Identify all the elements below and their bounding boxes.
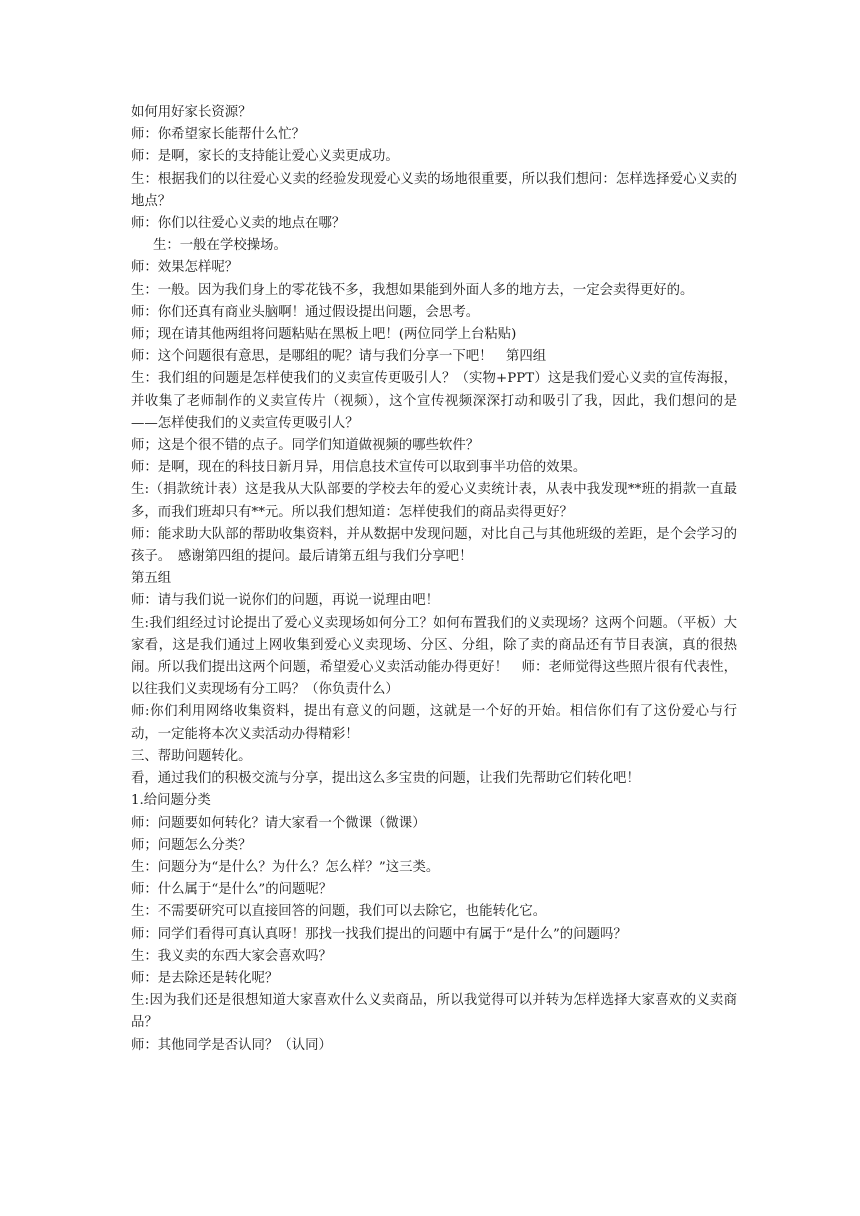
paragraph: 师：请与我们说一说你们的问题，再说一说理由吧！ [131, 593, 439, 609]
paragraph: 师：能求助大队部的帮助收集资料，并从数据中发现问题，对比自己与其他班级的差距，是个会学习的孩子。 感谢第四组的提问。最后请第五组与我们分享吧！ [131, 526, 737, 565]
paragraph: 师：什么属于“是什么”的问题呢？ [131, 882, 333, 898]
paragraph: 师：是啊，家长的支持能让爱心义卖更成功。 [131, 149, 399, 165]
paragraph: 生:（捐款统计表）这是我从大队部要的学校去年的爱心义卖统计表，从表中我发现**班的捐款一直最多，而我们班却只有**元。所以我们想知道：怎样使我们的商品卖得更好？ [131, 482, 737, 520]
paragraph: 生：根据我们的以往爱心义卖的经验发现爱心义卖的场地很重要，所以我们想问：怎样选择爱心义卖的地点？ [131, 171, 737, 209]
document-page [131, 102, 737, 1057]
section-heading: 三、帮助问题转化。 [131, 748, 252, 764]
paragraph: 生：我们组的问题是怎样使我们的义卖宣传更吸引人？（实物+PPT）这是我们爱心义卖的宣传海报，并收集了老师制作的义卖宣传片（视频），这个宣传视频深深打动和吸引了我，因此，我们想问的是——怎样使我们的义卖宣传更吸引人？ [131, 371, 737, 431]
paragraph: 如何用好家长资源？ [131, 105, 252, 120]
paragraph: 师；现在请其他两组将问题粘贴在黑板上吧！(两位同学上台粘贴) [131, 327, 517, 343]
paragraph: 生：我义卖的东西大家会喜欢吗？ [131, 948, 332, 964]
paragraph: 生:因为我们还是很想知道大家喜欢什么义卖商品，所以我觉得可以并转为怎样选择大家喜欢的义卖商品？ [131, 993, 737, 1031]
paragraph: 生：一般在学校操场。 [153, 238, 287, 254]
paragraph: 师：你们以往爱心义卖的地点在哪？ [131, 216, 346, 232]
paragraph: 生：不需要研究可以直接回答的问题，我们可以去除它，也能转化它。 [131, 904, 547, 920]
paragraph: 师：这个问题很有意思，是哪组的呢？请与我们分享一下吧！ 第四组 [131, 349, 547, 365]
paragraph: 生:我们组经过讨论提出了爱心义卖现场如何分工？如何布置我们的义卖现场？这两个问题。（平板）大家看，这是我们通过上网收集到爱心义卖现场、分区、分组，除了卖的商品还有节目表演，真的很热闹。所以我们提出这两个问题，希望爱心义卖活动能办得更好！ 师：老师觉得这些照片很有代表性，以往我们义卖现场有分工吗？（你负责什么） [131, 615, 737, 698]
paragraph: 师：效果怎样呢？ [131, 260, 239, 276]
paragraph: 师：其他同学是否认同？（认同） [131, 1037, 332, 1053]
paragraph: 师：同学们看得可真认真呀！那找一找我们提出的问题中有属于“是什么”的问题吗？ [131, 926, 627, 942]
group-heading: 第五组 [131, 571, 172, 587]
paragraph: 师：是啊，现在的科技日新月异，用信息技术宣传可以取到事半功倍的效果。 [131, 460, 587, 476]
paragraph: 师：你们还真有商业头脑啊！通过假设提出问题，会思考。 [131, 304, 480, 320]
paragraph: 师；问题怎么分类？ [131, 837, 252, 853]
paragraph: 师:你们利用网络收集资料，提出有意义的问题，这就是一个好的开始。相信你们有了这份爱心与行动，一定能将本次义卖活动办得精彩！ [131, 704, 737, 742]
paragraph: 生：一般。因为我们身上的零花钱不多，我想如果能到外面人多的地方去，一定会卖得更好的。 [131, 282, 694, 298]
paragraph: 看，通过我们的积极交流与分享，提出这么多宝贵的问题，让我们先帮助它们转化吧！ [131, 771, 640, 787]
subsection-heading: 1.给问题分类 [131, 793, 211, 809]
paragraph: 师：问题要如何转化？请大家看一个微课（微课） [131, 815, 426, 831]
paragraph: 师：是去除还是转化呢？ [131, 970, 279, 986]
paragraph: 生：问题分为“是什么？为什么？怎么样？”这三类。 [131, 859, 440, 875]
paragraph: 师：你希望家长能帮什么忙？ [131, 127, 306, 143]
paragraph: 师；这是个很不错的点子。同学们知道做视频的哪些软件？ [131, 438, 480, 454]
